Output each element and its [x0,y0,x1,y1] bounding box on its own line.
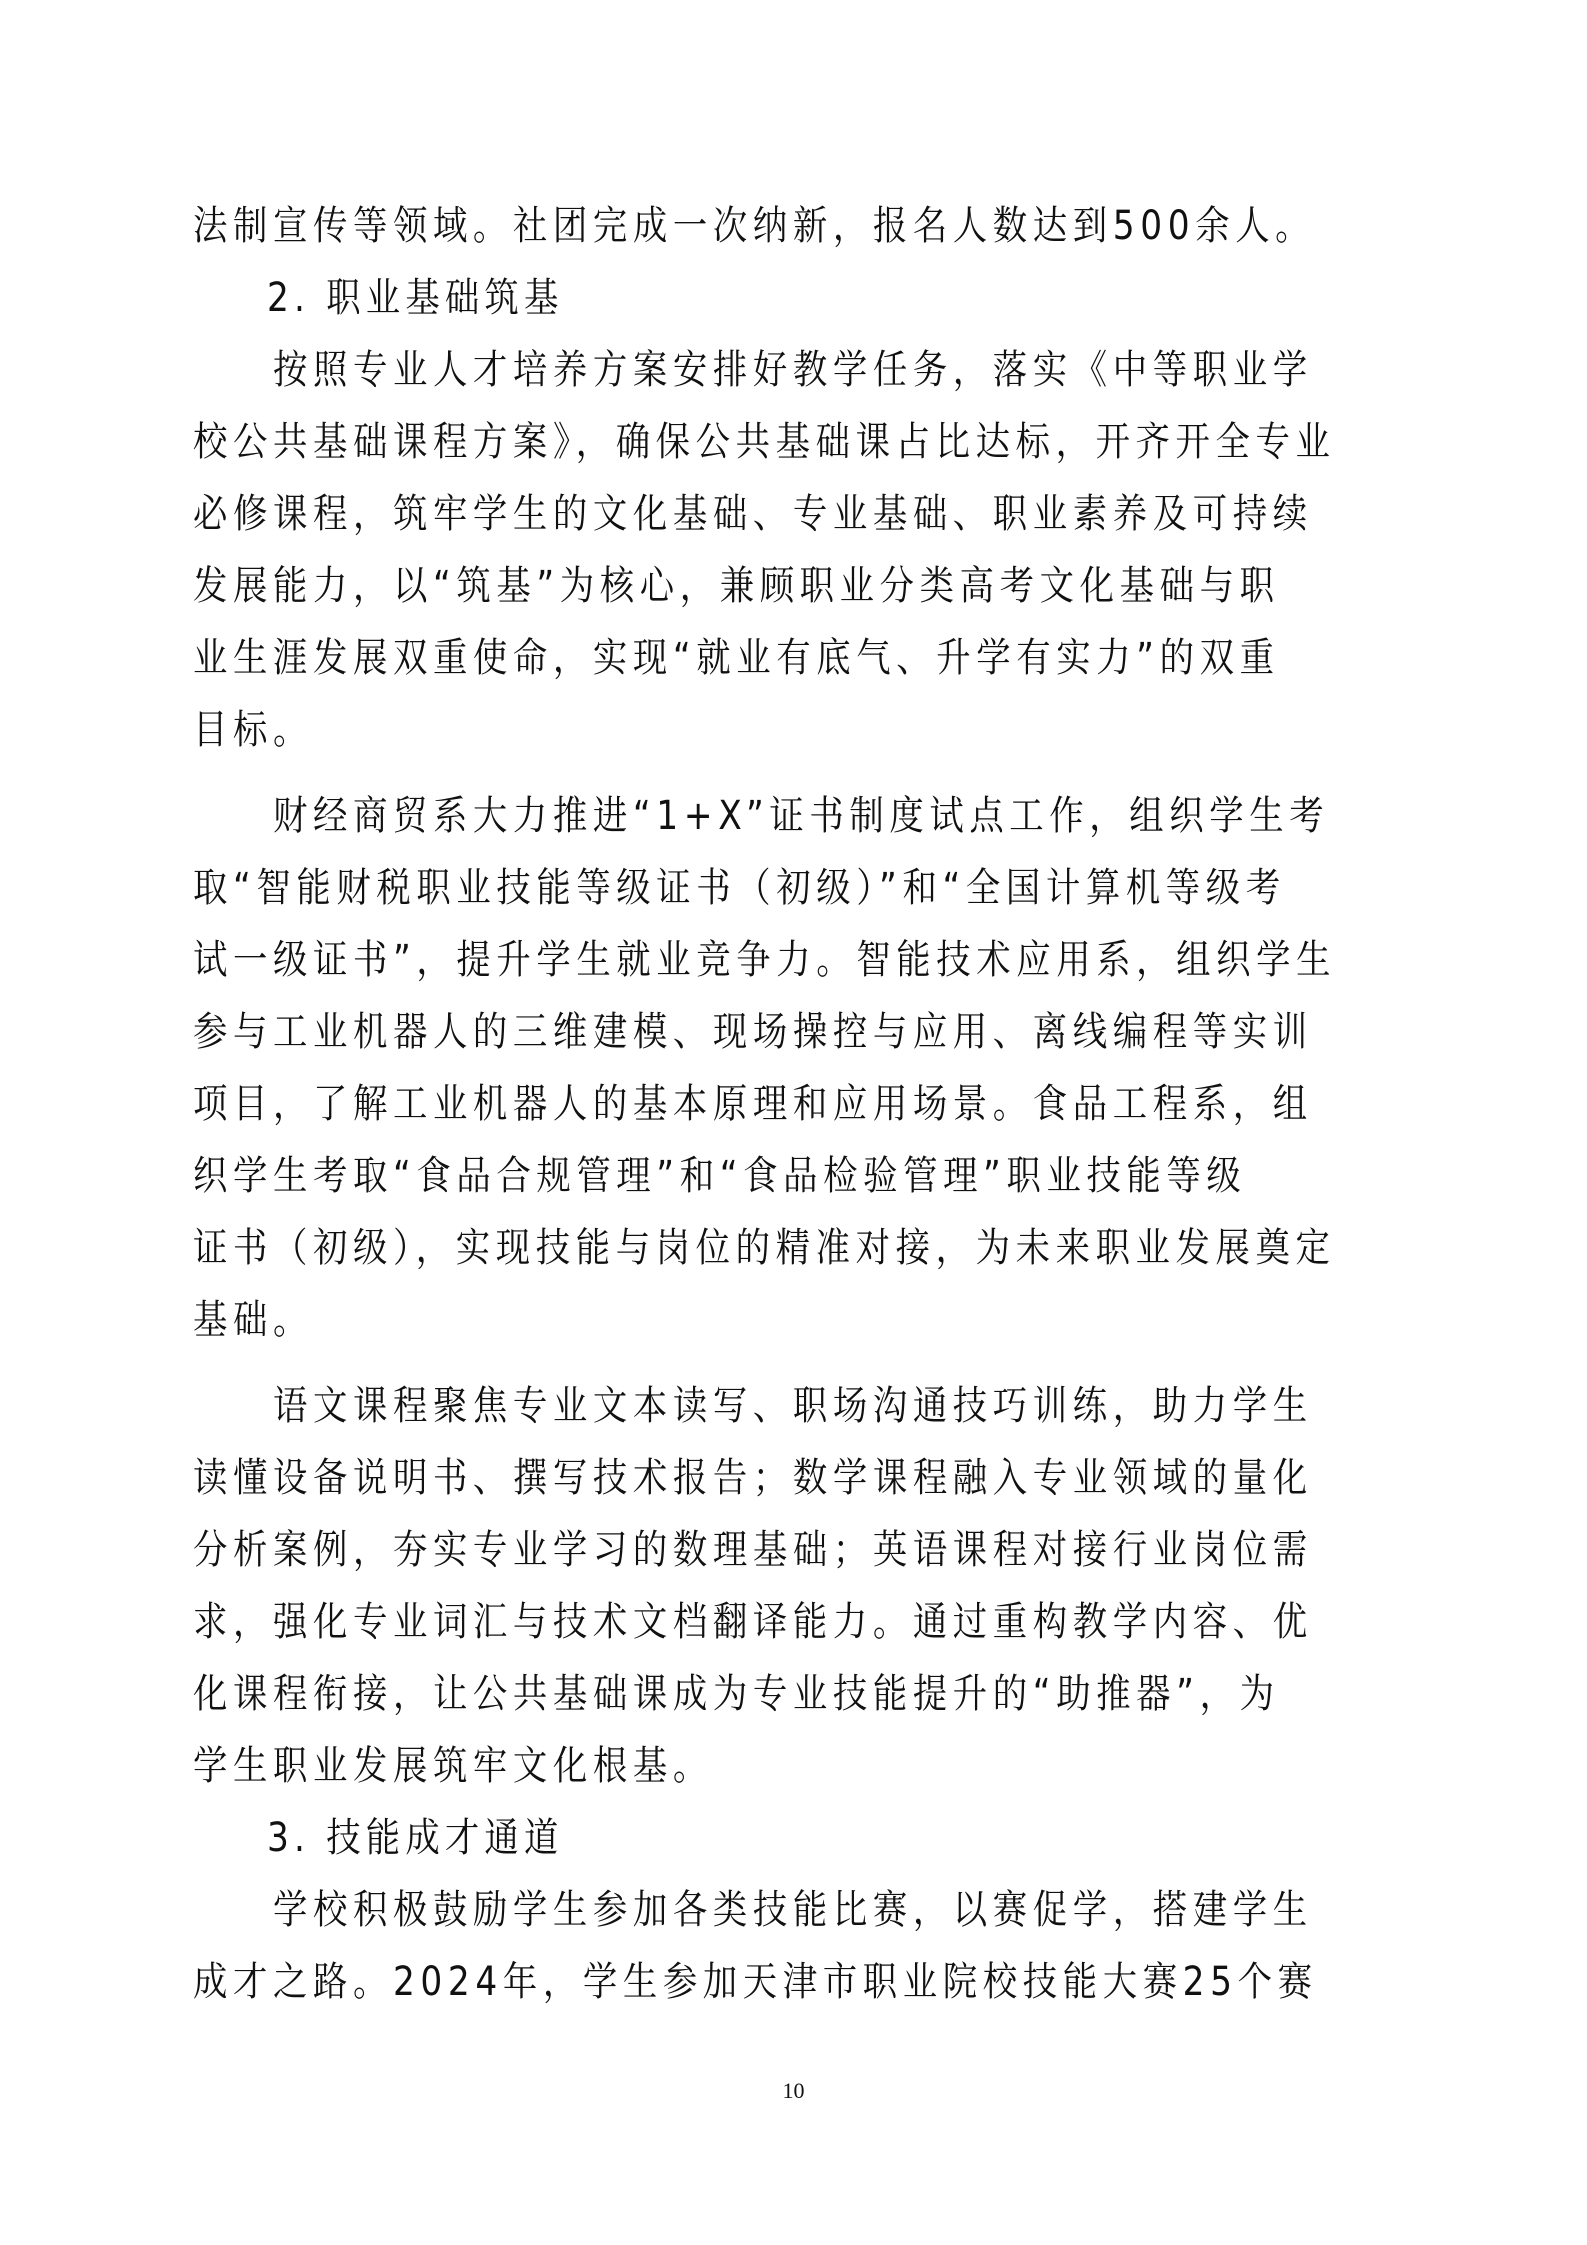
paragraph-line: 证书（初级），实现技能与岗位的精准对接，为未来职业发展奠定 [193,1225,1336,1271]
paragraph-gap [193,766,1403,780]
paragraph-line: 语文课程聚焦专业文本读写、职场沟通技巧训练，助力学生 [193,1383,1313,1429]
body-text [193,190,1403,2018]
paragraph-line: 试一级证书”，提升学生就业竞争力。智能技术应用系，组织学生 [193,937,1337,983]
paragraph-line: 必修课程，筑牢学生的文化基础、专业基础、职业素养及可持续 [193,491,1313,537]
paragraph-line: 法制宣传等领域。社团完成一次纳新，报名人数达到500余人。 [193,203,1316,249]
paragraph-line: 业生涯发展双重使命，实现“就业有底气、升学有实力”的双重 [193,635,1280,681]
paragraph-line: 取“智能财税职业技能等级证书（初级）”和“全国计算机等级考 [193,865,1286,911]
paragraph-line: 学生职业发展筑牢文化根基。 [193,1743,713,1789]
paragraph-line: 按照专业人才培养方案安排好教学任务，落实《中等职业学 [193,347,1313,393]
paragraph-line: 基础。 [193,1297,313,1343]
paragraph-line: 发展能力，以“筑基”为核心，兼顾职业分类高考文化基础与职 [193,563,1280,609]
paragraph-line: 学校积极鼓励学生参加各类技能比赛，以赛促学，搭建学生 [193,1887,1313,1933]
paragraph-line: 成才之路。2024年，学生参加天津市职业院校技能大赛25个赛 [193,1959,1318,2005]
paragraph-gap [193,1356,1403,1370]
paragraph-line: 校公共基础课程方案》，确保公共基础课占比达标，开齐开全专业 [193,419,1336,465]
paragraph-line: 分析案例，夯实专业学习的数理基础；英语课程对接行业岗位需 [193,1527,1313,1573]
paragraph-line: 织学生考取“食品合规管理”和“食品检验管理”职业技能等级 [193,1153,1247,1199]
paragraph-line: 读懂设备说明书、撰写技术报告；数学课程融入专业领域的量化 [193,1455,1313,1501]
paragraph-line: 目标。 [193,707,313,753]
paragraph-line: 项目，了解工业机器人的基本原理和应用场景。食品工程系，组 [193,1081,1313,1127]
paragraph-line: 化课程衔接，让公共基础课成为专业技能提升的“助推器”，为 [193,1671,1280,1717]
paragraph-line: 求，强化专业词汇与技术文档翻译能力。通过重构教学内容、优 [193,1599,1313,1645]
section-heading: 2. 职业基础筑基 [266,275,564,321]
section-heading: 3. 技能成才通道 [266,1815,564,1861]
page-number: 10 [782,2078,805,2103]
paragraph-line: 财经商贸系大力推进“1+X”证书制度试点工作，组织学生考 [193,793,1330,839]
paragraph-line: 参与工业机器人的三维建模、现场操控与应用、离线编程等实训 [193,1009,1313,1055]
